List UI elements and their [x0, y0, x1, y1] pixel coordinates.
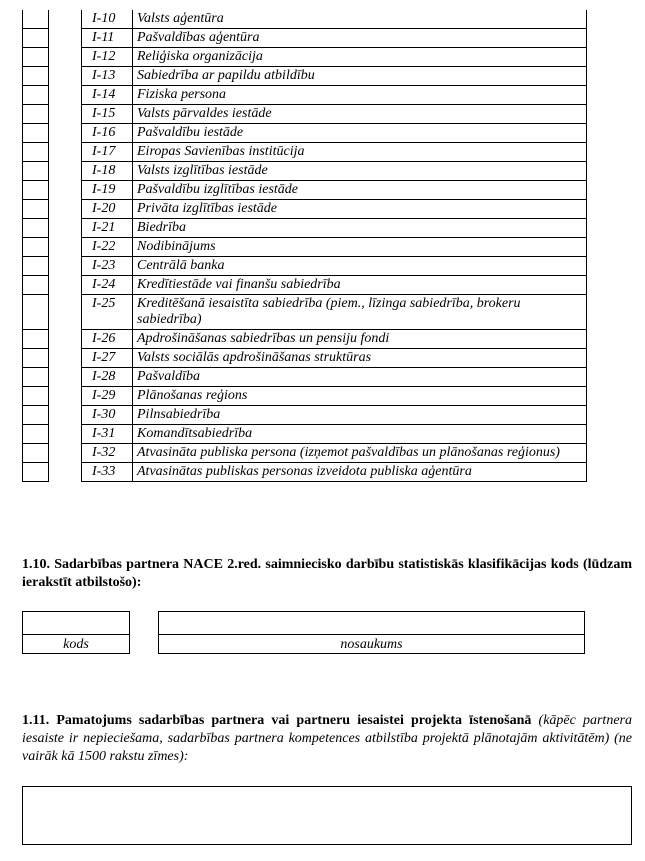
classifier-name: Pašvaldību iestāde	[133, 124, 587, 143]
nace-code-field[interactable]	[22, 611, 130, 654]
classifier-name: Biedrība	[133, 219, 587, 238]
classifier-checkbox-cell[interactable]	[23, 295, 49, 330]
nace-name-divider	[159, 634, 584, 635]
classifier-checkbox-cell[interactable]	[23, 368, 49, 387]
classifier-row	[23, 295, 587, 330]
classifier-checkbox-cell[interactable]	[23, 181, 49, 200]
classifier-checkbox-cell[interactable]	[23, 162, 49, 181]
classifier-code: I-30	[82, 406, 133, 425]
classifier-spacer	[49, 29, 82, 48]
classifier-row	[23, 143, 587, 162]
classifier-checkbox-cell[interactable]	[23, 406, 49, 425]
classifier-name: Fiziska persona	[133, 86, 587, 105]
classifier-name: Kredītiestāde vai finanšu sabiedrība	[133, 276, 587, 295]
classifier-code: I-33	[82, 463, 133, 482]
classifier-spacer	[49, 349, 82, 368]
section-1-11-instructions: (kāpēc partnera iesaiste ir nepieciešama, sadarbības partnera kompetences atbilstība projektā plānotajām aktivitātēm) (ne vairāk kā 1500 rakstu zīmes):	[22, 713, 632, 764]
classifier-checkbox-cell[interactable]	[23, 67, 49, 86]
classifier-code: I-19	[82, 181, 133, 200]
classifier-name: Eiropas Savienības institūcija	[133, 143, 587, 162]
classifier-spacer	[49, 295, 82, 330]
classifier-spacer	[49, 48, 82, 67]
classifier-code: I-25	[82, 295, 133, 330]
classifier-checkbox-cell[interactable]	[23, 48, 49, 67]
classifier-name: Valsts pārvaldes iestāde	[133, 105, 587, 124]
classifier-row	[23, 425, 587, 444]
classifier-row	[23, 10, 587, 29]
classifier-name: Pašvaldības aģentūra	[133, 29, 587, 48]
classifier-code: I-26	[82, 330, 133, 349]
classifier-spacer	[49, 10, 82, 29]
classifier-code: I-32	[82, 444, 133, 463]
classifier-row	[23, 124, 587, 143]
classifier-name: Sabiedrība ar papildu atbildību	[133, 67, 587, 86]
nace-code-caption: kods	[63, 637, 89, 652]
classifier-code: I-21	[82, 219, 133, 238]
classifier-code: I-15	[82, 105, 133, 124]
classifier-spacer	[49, 200, 82, 219]
classifier-checkbox-cell[interactable]	[23, 219, 49, 238]
section-1-11-heading: 1.11. Pamatojums sadarbības partnera vai partneru iesaistei projekta īstenošanā	[22, 713, 532, 728]
classifier-row	[23, 48, 587, 67]
classifier-row	[23, 330, 587, 349]
section-1-10-heading: 1.10. Sadarbības partnera NACE 2.red. saimniecisko darbību statistiskās klasifikācijas kods (lūdzam ierakstīt atbilstošo):	[22, 557, 632, 590]
classifier-spacer	[49, 463, 82, 482]
classifier-spacer	[49, 425, 82, 444]
classifier-spacer	[49, 444, 82, 463]
classifier-name: Komandītsabiedrība	[133, 425, 587, 444]
classifier-code: I-16	[82, 124, 133, 143]
classifier-checkbox-cell[interactable]	[23, 444, 49, 463]
section-1-11	[22, 712, 632, 766]
classifier-spacer	[49, 181, 82, 200]
classifier-row	[23, 276, 587, 295]
classifier-row	[23, 29, 587, 48]
classifier-spacer	[49, 124, 82, 143]
classifier-code: I-24	[82, 276, 133, 295]
classifier-checkbox-cell[interactable]	[23, 124, 49, 143]
section-1-10	[22, 556, 632, 592]
classifier-row	[23, 181, 587, 200]
classifier-spacer	[49, 86, 82, 105]
classifier-row	[23, 406, 587, 425]
classifier-spacer	[49, 238, 82, 257]
classifier-code: I-28	[82, 368, 133, 387]
classifier-code: I-27	[82, 349, 133, 368]
classifier-spacer	[49, 387, 82, 406]
classifier-name: Nodibinājums	[133, 238, 587, 257]
nace-code-divider	[23, 634, 129, 635]
classifier-row	[23, 105, 587, 124]
classifier-row	[23, 387, 587, 406]
nace-name-field[interactable]	[158, 611, 585, 654]
classifier-name: Plānošanas reģions	[133, 387, 587, 406]
classifier-name: Privāta izglītības iestāde	[133, 200, 587, 219]
classifier-name: Centrālā banka	[133, 257, 587, 276]
classifier-row	[23, 67, 587, 86]
classifier-row	[23, 238, 587, 257]
classifier-checkbox-cell[interactable]	[23, 463, 49, 482]
classifier-checkbox-cell[interactable]	[23, 105, 49, 124]
classifier-table-body	[23, 10, 587, 482]
nace-name-caption: nosaukums	[340, 637, 403, 652]
classifier-checkbox-cell[interactable]	[23, 29, 49, 48]
classifier-code: I-20	[82, 200, 133, 219]
classifier-code: I-22	[82, 238, 133, 257]
classifier-checkbox-cell[interactable]	[23, 86, 49, 105]
classifier-name: Atvasināta publiska persona (izņemot pašvaldības un plānošanas reģionus)	[133, 444, 587, 463]
classifier-checkbox-cell[interactable]	[23, 425, 49, 444]
classifier-row	[23, 463, 587, 482]
classifier-name: Valsts aģentūra	[133, 10, 587, 29]
classifier-row	[23, 257, 587, 276]
classifier-spacer	[49, 67, 82, 86]
classifier-checkbox-cell[interactable]	[23, 330, 49, 349]
classifier-checkbox-cell[interactable]	[23, 238, 49, 257]
classifier-code: I-18	[82, 162, 133, 181]
classifier-spacer	[49, 219, 82, 238]
classifier-checkbox-cell[interactable]	[23, 143, 49, 162]
classifier-code: I-12	[82, 48, 133, 67]
classifier-row	[23, 349, 587, 368]
classifier-code: I-31	[82, 425, 133, 444]
classifier-name: Apdrošināšanas sabiedrības un pensiju fondi	[133, 330, 587, 349]
classifier-name: Atvasinātas publiskas personas izveidota publiska aģentūra	[133, 463, 587, 482]
classifier-spacer	[49, 406, 82, 425]
classifier-checkbox-cell[interactable]	[23, 387, 49, 406]
classifier-spacer	[49, 330, 82, 349]
classifier-name: Valsts sociālās apdrošināšanas struktūras	[133, 349, 587, 368]
classifier-checkbox-cell[interactable]	[23, 276, 49, 295]
classifier-checkbox-cell[interactable]	[23, 257, 49, 276]
classifier-spacer	[49, 276, 82, 295]
classifier-code: I-10	[82, 10, 133, 29]
classifier-table	[22, 10, 587, 482]
classifier-spacer	[49, 368, 82, 387]
classifier-name: Valsts izglītības iestāde	[133, 162, 587, 181]
classifier-code: I-23	[82, 257, 133, 276]
justification-textarea[interactable]	[22, 786, 632, 845]
classifier-code: I-29	[82, 387, 133, 406]
classifier-name: Kreditēšanā iesaistīta sabiedrība (piem., līzinga sabiedrība, brokeru sabiedrība)	[133, 295, 587, 330]
classifier-code: I-13	[82, 67, 133, 86]
classifier-spacer	[49, 105, 82, 124]
classifier-checkbox-cell[interactable]	[23, 10, 49, 29]
classifier-spacer	[49, 143, 82, 162]
classifier-name: Pašvaldību izglītības iestāde	[133, 181, 587, 200]
classifier-row	[23, 200, 587, 219]
classifier-row	[23, 368, 587, 387]
classifier-row	[23, 444, 587, 463]
classifier-checkbox-cell[interactable]	[23, 200, 49, 219]
classifier-row	[23, 219, 587, 238]
classifier-code: I-17	[82, 143, 133, 162]
classifier-name: Pilnsabiedrība	[133, 406, 587, 425]
classifier-spacer	[49, 257, 82, 276]
classifier-name: Reliģiska organizācija	[133, 48, 587, 67]
classifier-row	[23, 162, 587, 181]
classifier-name: Pašvaldība	[133, 368, 587, 387]
classifier-spacer	[49, 162, 82, 181]
classifier-row	[23, 86, 587, 105]
classifier-code: I-14	[82, 86, 133, 105]
classifier-code: I-11	[82, 29, 133, 48]
classifier-checkbox-cell[interactable]	[23, 349, 49, 368]
